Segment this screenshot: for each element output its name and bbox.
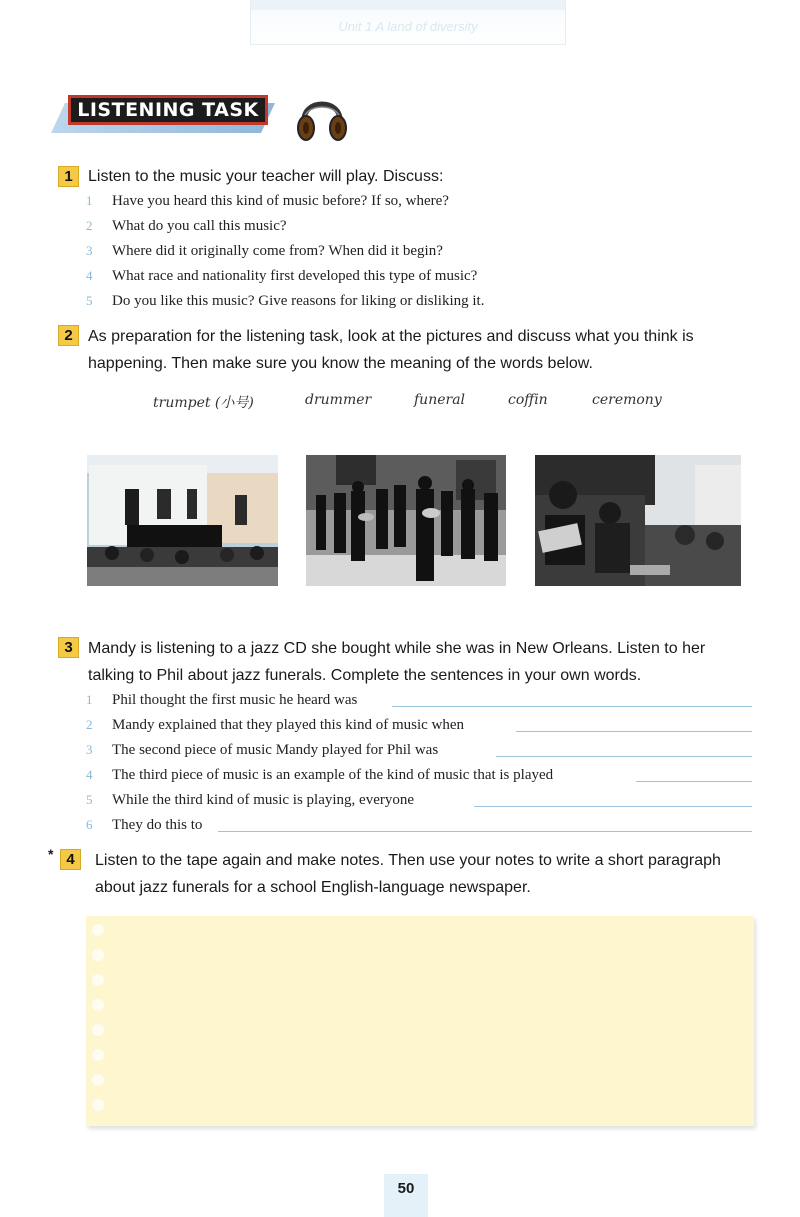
banner-box bbox=[68, 95, 268, 125]
list-item bbox=[86, 218, 287, 242]
binder-hole bbox=[92, 974, 104, 986]
item-number: 2 bbox=[86, 218, 93, 233]
vocab-word: trumpet (小号) bbox=[153, 395, 254, 411]
item-number: 6 bbox=[86, 817, 93, 832]
answer-blank[interactable] bbox=[474, 792, 752, 807]
photo-street-celebration bbox=[535, 455, 741, 586]
section-2-instruction-line-1: As preparation for the listening task, look at the pictures and discuss what you think is bbox=[88, 328, 694, 345]
item-number: 1 bbox=[86, 692, 93, 707]
item-text: Do you like this music? Give reasons for liking or disliking it. bbox=[112, 293, 485, 309]
list-item bbox=[86, 717, 756, 741]
section-3-badge: 3 bbox=[58, 637, 79, 658]
page-number-tab bbox=[384, 1174, 428, 1217]
vocab-word: coffin bbox=[508, 392, 548, 408]
item-text: The third piece of music is an example of the kind of music that is played bbox=[112, 767, 554, 783]
headphones-icon bbox=[292, 90, 352, 144]
list-item bbox=[86, 268, 477, 292]
answer-blank[interactable] bbox=[218, 817, 752, 832]
vocab-word: drummer bbox=[305, 392, 372, 408]
banner-label: LISTENING TASK bbox=[77, 99, 259, 121]
item-number: 4 bbox=[86, 767, 93, 782]
list-item bbox=[86, 742, 756, 766]
item-number: 3 bbox=[86, 742, 93, 757]
unit-header bbox=[250, 0, 566, 45]
list-item bbox=[86, 193, 449, 217]
list-item bbox=[86, 767, 756, 791]
binder-hole bbox=[92, 1024, 104, 1036]
vocab-word: funeral bbox=[414, 392, 466, 408]
item-text: Where did it originally come from? When did it begin? bbox=[112, 243, 443, 259]
binder-hole bbox=[92, 949, 104, 961]
list-item bbox=[86, 692, 756, 716]
section-2-badge: 2 bbox=[58, 325, 79, 346]
header-strip bbox=[251, 0, 565, 10]
section-4-badge: 4 bbox=[60, 849, 81, 870]
notes-writing-area[interactable] bbox=[86, 916, 754, 1126]
binder-hole bbox=[92, 924, 104, 936]
item-text: Phil thought the first music he heard was bbox=[112, 692, 358, 708]
list-item bbox=[86, 293, 484, 317]
item-number: 5 bbox=[86, 792, 93, 807]
section-2-instruction-line-2: happening. Then make sure you know the meaning of the words below. bbox=[88, 355, 593, 372]
binder-hole bbox=[92, 1099, 104, 1111]
item-number: 2 bbox=[86, 717, 93, 732]
item-text: Mandy explained that they played this kind of music when bbox=[112, 717, 465, 733]
list-item bbox=[86, 792, 756, 816]
item-text: What race and nationality first developed this type of music? bbox=[112, 268, 478, 284]
section-3-instruction-line-2: talking to Phil about jazz funerals. Complete the sentences in your own words. bbox=[88, 667, 642, 684]
answer-blank[interactable] bbox=[392, 692, 752, 707]
section-4-instruction-line-1: Listen to the tape again and make notes. Then use your notes to write a short paragraph bbox=[95, 852, 721, 869]
binder-hole bbox=[92, 1074, 104, 1086]
listening-task-banner bbox=[58, 93, 272, 139]
item-text: What do you call this music? bbox=[112, 218, 287, 234]
item-number: 5 bbox=[86, 293, 93, 308]
binder-hole bbox=[92, 999, 104, 1011]
list-item bbox=[86, 243, 443, 267]
answer-blank[interactable] bbox=[516, 717, 752, 732]
item-text: The second piece of music Mandy played for Phil was bbox=[112, 742, 439, 758]
section-4-instruction-line-2: about jazz funerals for a school English-language newspaper. bbox=[95, 879, 531, 896]
answer-blank[interactable] bbox=[636, 767, 752, 782]
answer-blank[interactable] bbox=[496, 742, 752, 757]
unit-title: Unit 1 A land of diversity bbox=[338, 19, 478, 34]
page-number: 50 bbox=[397, 1180, 415, 1197]
optional-star: * bbox=[48, 846, 54, 862]
item-text: Have you heard this kind of music before? If so, where? bbox=[112, 193, 449, 209]
section-1-badge: 1 bbox=[58, 166, 79, 187]
section-1-instruction: Listen to the music your teacher will play. Discuss: bbox=[88, 168, 444, 185]
item-text: While the third kind of music is playing, everyone bbox=[112, 792, 415, 808]
photo-brass-band bbox=[306, 455, 506, 586]
photo-funeral-street bbox=[87, 455, 278, 586]
list-item bbox=[86, 817, 756, 841]
binder-hole bbox=[92, 1049, 104, 1061]
vocab-word: ceremony bbox=[592, 392, 662, 408]
item-number: 1 bbox=[86, 193, 93, 208]
item-number: 3 bbox=[86, 243, 93, 258]
section-3-instruction-line-1: Mandy is listening to a jazz CD she bought while she was in New Orleans. Listen to her bbox=[88, 640, 706, 657]
item-number: 4 bbox=[86, 268, 93, 283]
item-text: They do this to bbox=[112, 817, 203, 833]
